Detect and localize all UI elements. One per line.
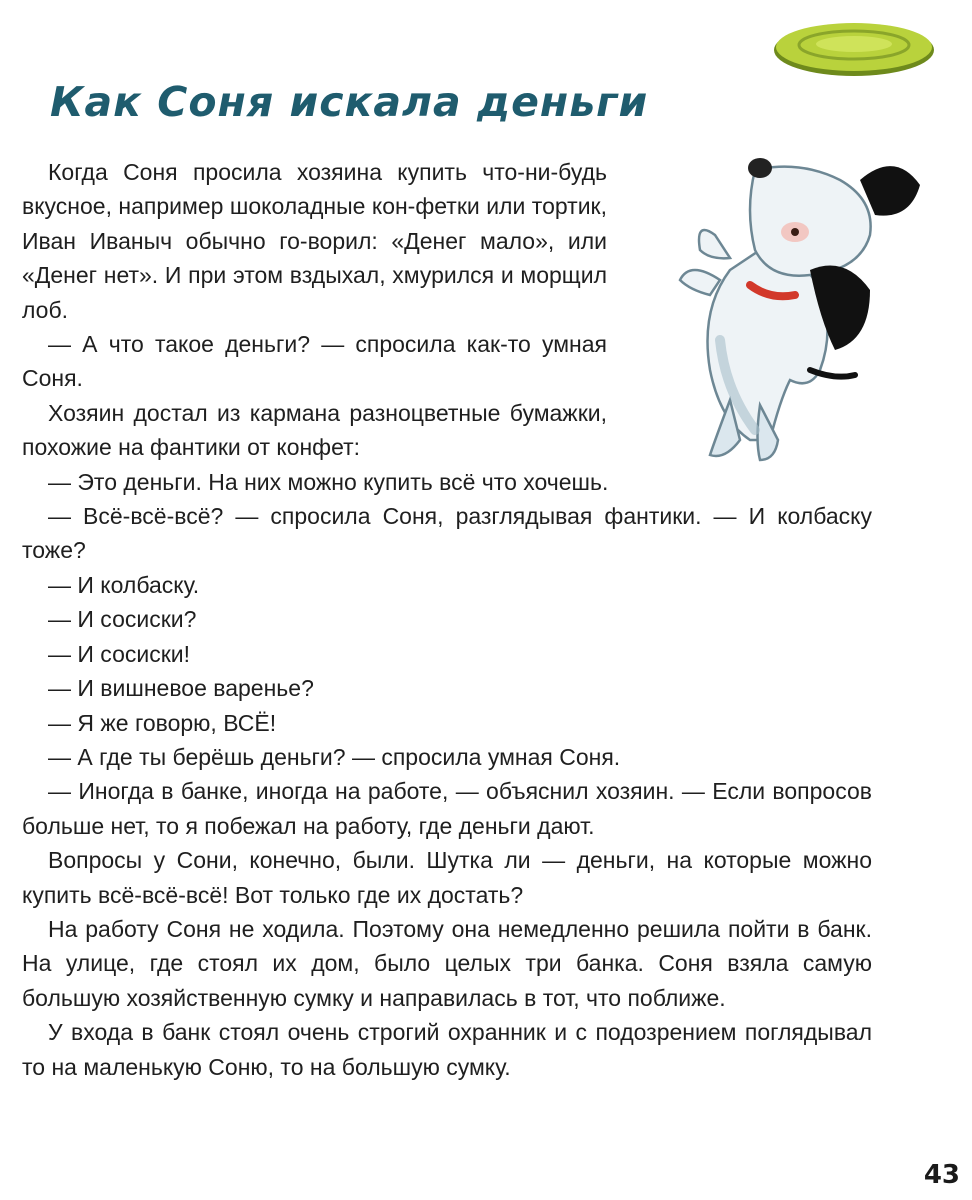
paragraph: — И сосиски! xyxy=(48,640,191,667)
paragraph: — И вишневое варенье? xyxy=(48,675,314,702)
paragraph: — Иногда в банке, иногда на работе, — объяснил хозяин. — Если вопросов больше нет, то я побежал на работу, где деньги дают. xyxy=(22,778,872,839)
page-number: 43 xyxy=(923,1160,960,1190)
page-title: Как Соня искала деньги xyxy=(50,78,649,126)
paragraph: — Это деньги. На них можно купить всё что хочешь. xyxy=(48,468,609,495)
paragraph: — А где ты берёшь деньги? — спросила умная Соня. xyxy=(48,743,621,770)
paragraph: — И колбаску. xyxy=(48,571,200,598)
paragraph: Вопросы у Сони, конечно, были. Шутка ли — деньги, на которые можно купить всё-всё-всё! Вот только где их достать? xyxy=(22,847,872,908)
story-text xyxy=(22,155,872,1084)
paragraph: — А что такое деньги? — спросила как-то умная Соня. xyxy=(22,331,607,392)
paragraph: Когда Соня просила хозяина купить что-ни-будь вкусное, например шоколадные кон-фетки или тортик, Иван Иваныч обычно го-ворил: «Денег мало», или «Денег нет». И при этом вздыхал, хмурился и морщил лоб. xyxy=(22,159,607,323)
frisbee-illustration xyxy=(768,14,938,80)
paragraph: — Всё-всё-всё? — спросила Соня, разглядывая фантики. — И колбаску тоже? xyxy=(22,503,872,564)
paragraph: Хозяин достал из кармана разноцветные бумажки, похожие на фантики от конфет: xyxy=(22,399,607,461)
paragraph: У входа в банк стоял очень строгий охранник и с подозрением поглядывал то на маленькую Соню, то на большую сумку. xyxy=(22,1019,872,1080)
paragraph: — И сосиски? xyxy=(48,606,197,633)
paragraph: — Я же говорю, ВСЁ! xyxy=(48,709,277,736)
paragraph: На работу Соня не ходила. Поэтому она немедленно решила пойти в банк. На улице, где стоял их дом, было целых три банка. Соня взяла самую большую хозяйственную сумку и направилась в тот, что поближе. xyxy=(22,915,872,1011)
